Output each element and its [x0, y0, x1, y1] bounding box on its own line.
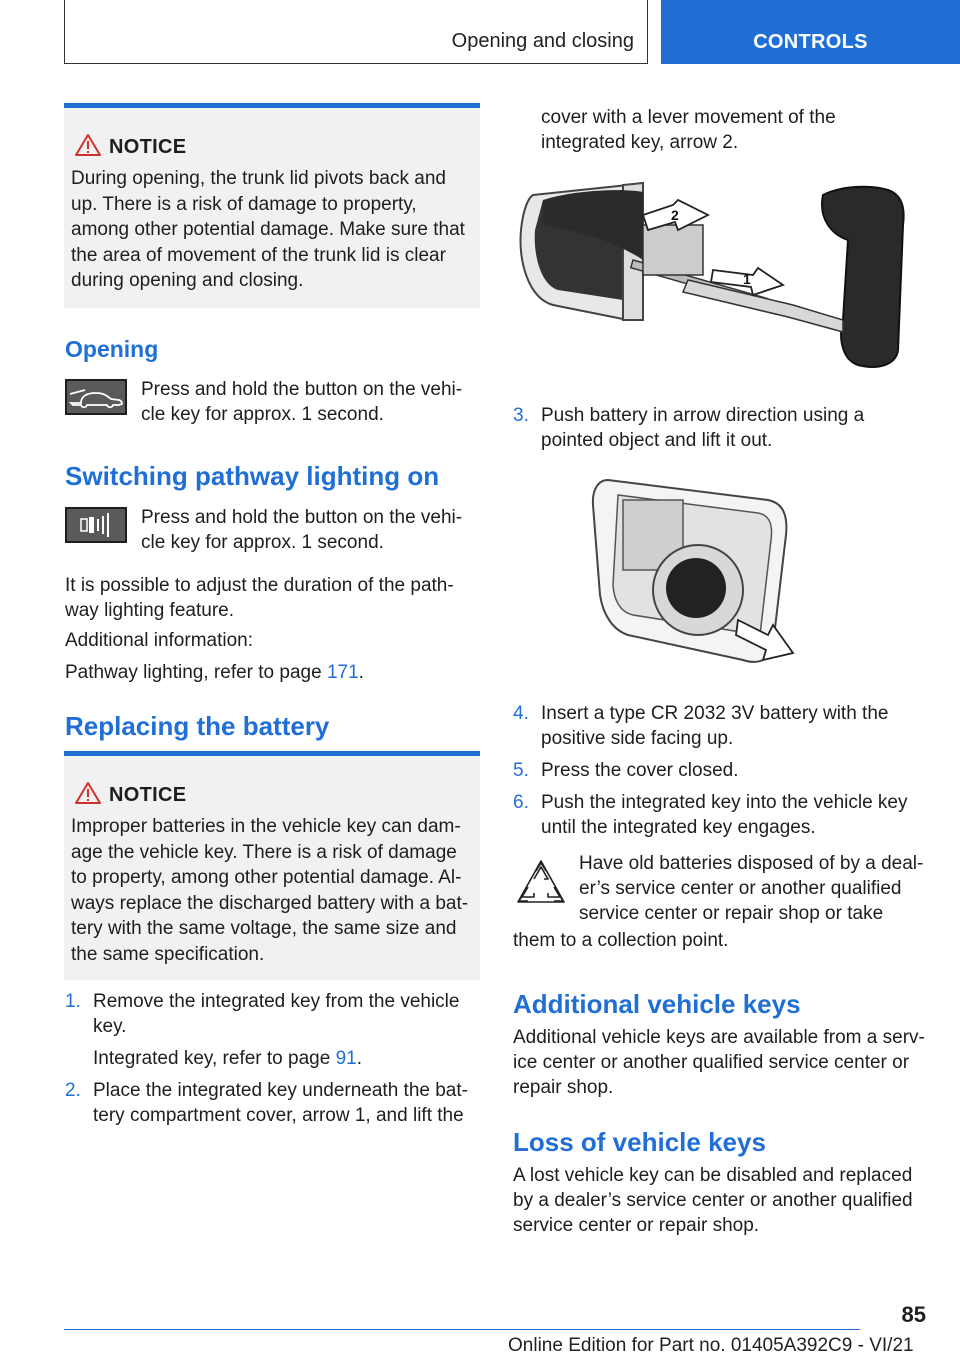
- pathway-ref-prefix: Pathway lighting, refer to page: [65, 662, 327, 683]
- recycle-text-cont: them to a collection point.: [513, 930, 729, 951]
- page-link-171[interactable]: 171: [326, 662, 359, 683]
- step-number: 3.: [513, 405, 529, 426]
- battery-removal-illustration: [588, 475, 813, 675]
- car-trunk-icon: [67, 381, 125, 413]
- step-text: Remove the integrated key from the vehicle key.: [93, 991, 460, 1037]
- recycle-text: Have old batteries disposed of by a deal‐er’s service center or another qualified service center or repair shop or take: [579, 853, 924, 924]
- pathway-heading: Switching pathway lighting on: [65, 461, 440, 491]
- step1-ref-prefix: Integrated key, refer to page: [93, 1048, 336, 1069]
- notice-box-battery: [64, 751, 480, 980]
- light-beam-icon: [67, 509, 125, 541]
- additional-keys-text: Additional vehicle keys are available from a serv‐ice center or another qualified service center or repair shop.: [513, 1027, 925, 1098]
- step-text: Push battery in arrow direction using a pointed object and lift it out.: [541, 405, 865, 451]
- loss-keys-text: A lost vehicle key can be disabled and replaced by a dealer’s service center or another qualified service center or repair shop.: [513, 1165, 913, 1236]
- pathway-button-icon-box: [65, 507, 127, 543]
- step-number: 6.: [513, 792, 529, 813]
- warning-icon: [75, 134, 101, 156]
- step-number: 4.: [513, 703, 529, 724]
- warning-icon: [75, 782, 101, 804]
- notice-body: Improper batteries in the vehicle key can dam‐age the vehicle key. There is a risk of damage to property, among other potential damage. Al‐ways replace the discharged battery with a bat‐tery with the same voltage, the same size and the same specification.: [71, 816, 469, 965]
- notice-heading: NOTICE: [109, 784, 187, 806]
- additional-keys-heading: Additional vehicle keys: [513, 989, 801, 1019]
- controls-tab[interactable]: CONTROLS: [661, 0, 960, 64]
- pathway-para2: Additional information:: [65, 630, 253, 651]
- page-number: 85: [901, 1302, 926, 1327]
- notice-heading: NOTICE: [109, 136, 187, 158]
- opening-heading: Opening: [65, 336, 159, 362]
- step-text: Place the integrated key underneath the bat‐tery compartment cover, arrow 1, and lift the: [93, 1080, 468, 1126]
- recycle-icon: [514, 857, 568, 911]
- step-text: Push the integrated key into the vehicle key until the integrated key engages.: [541, 792, 908, 838]
- step-number: 2.: [65, 1080, 81, 1101]
- opening-text: Press and hold the button on the vehi‐cle key for approx. 1 second.: [141, 379, 463, 425]
- step1-ref: [93, 1046, 362, 1071]
- section-title: Opening and closing: [451, 30, 634, 52]
- footer-edition: Online Edition for Part no. 01405A392C9 - VI/21: [508, 1335, 914, 1356]
- figure-arrow-label: 1: [743, 271, 751, 287]
- pathway-para3: [65, 660, 364, 685]
- footer-divider: [64, 1329, 860, 1330]
- step2-continued: cover with a lever movement of the integrated key, arrow 2.: [541, 107, 836, 153]
- notice-body: During opening, the trunk lid pivots back and up. There is a risk of damage to property, among other potential damage. Make sure that the area of movement of the trunk lid is clear during opening and closing.: [71, 168, 465, 291]
- pathway-text: Press and hold the button on the vehi‐cle key for approx. 1 second.: [141, 507, 463, 553]
- trunk-button-icon-box: [65, 379, 127, 415]
- figure-arrow-label: 2: [671, 207, 679, 223]
- step-number: 1.: [65, 991, 81, 1012]
- pathway-para1: It is possible to adjust the duration of the path‐way lighting feature.: [65, 575, 454, 621]
- step1-ref-suffix: .: [356, 1048, 362, 1069]
- step-text: Press the cover closed.: [541, 760, 739, 781]
- pathway-ref-suffix: .: [358, 662, 364, 683]
- step-text: Insert a type CR 2032 3V battery with the positive side facing up.: [541, 703, 889, 749]
- notice-box-trunk: [64, 103, 480, 308]
- key-lever-illustration: [513, 180, 913, 375]
- battery-heading: Replacing the battery: [65, 711, 330, 741]
- page-link-91[interactable]: 91: [335, 1048, 357, 1069]
- loss-keys-heading: Loss of vehicle keys: [513, 1127, 766, 1157]
- step-number: 5.: [513, 760, 529, 781]
